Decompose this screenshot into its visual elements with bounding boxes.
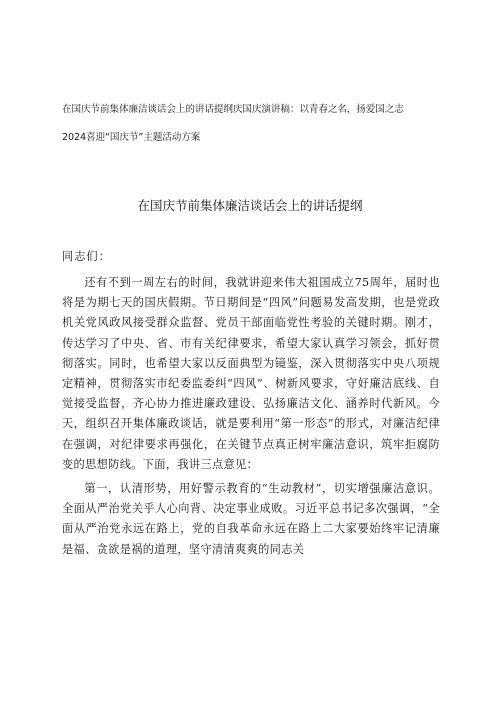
greeting: 同志们： bbox=[62, 250, 111, 263]
document-title: 在国庆节前集体廉洁谈话会上的讲话提纲 bbox=[137, 198, 363, 213]
toc-line-2: 2024喜迎“国庆节”主题活动方案 bbox=[62, 132, 201, 143]
table-of-contents bbox=[62, 96, 482, 152]
toc-line-1: 在国庆节前集体廉洁谈话会上的讲话提纲庆国庆演讲稿：以青春之名，扬爱国之志 bbox=[62, 104, 404, 115]
paragraph-1: 还有不到一周左右的时间，我就讲迎来伟大祖国成立75周年，届时也将是为期七天的国庆假期。节日期间是“四风”问题易发高发期，也是党政机关党风政风接受群众监督、党员干部面临党性考验的关键时期。刚才，传达学习了中央、省、市有关纪律要求，希望大家认真学习领会，抓好贯彻落实。同时，也希望大家以反面典型为镜鉴，深入贯彻落实中央八项规定精神，贯彻落实市纪委监委纠“四风”、树新风要求，守好廉洁底线、自觉接受监督，齐心协力推进廉政建设、弘扬廉洁文化、涵养时代新风。今天，组织召开集体廉政谈话，就是要利用“第一形态”的形式，对廉洁纪律在强调，对纪律要求再强化，在关键节点真正树牢廉洁意识，筑牢拒腐防变的思想防线。下面，我讲三点意见： bbox=[62, 276, 440, 471]
document-body bbox=[62, 247, 440, 564]
paragraph-2: 第一，认清形势，用好警示教育的“生动教材”，切实增强廉洁意识。全面从严治党关乎人心向背、决定事业成败。习近平总书记多次强调，“全面从严治党永远在路上，党的自我革命永远在路上二大家要始终牢记清廉是福、贪欲是祸的道理，坚守清清爽爽的同志关 bbox=[62, 482, 440, 556]
